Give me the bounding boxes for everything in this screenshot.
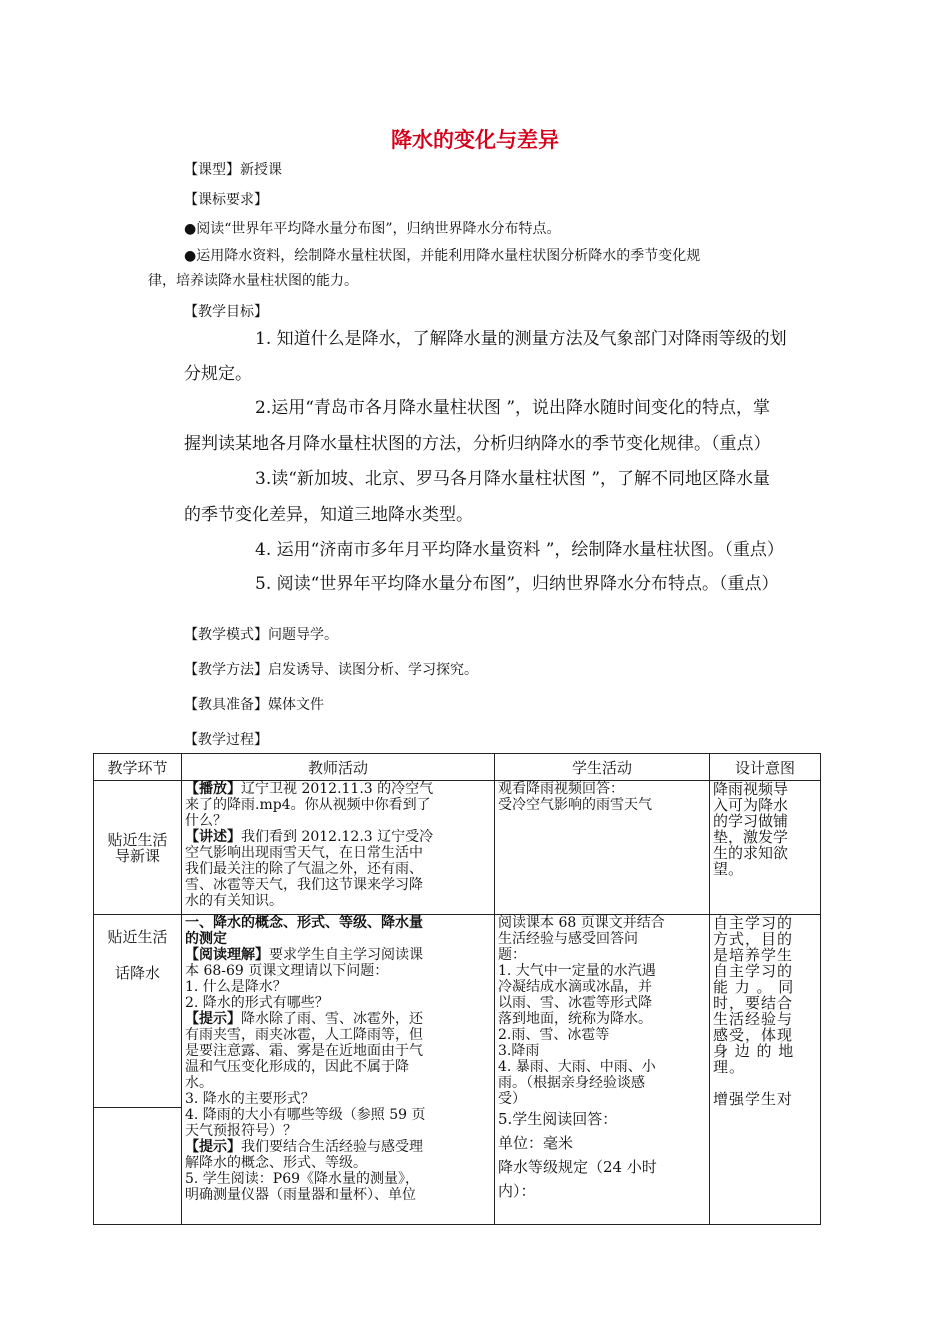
line-text: 是要注意露、霜、雾是在近地面由于气: [185, 1043, 423, 1059]
cell-line: 入可为降水: [713, 796, 789, 814]
page-title: 降水的变化与差异: [391, 128, 559, 152]
line-text: 降水除了雨、雪、冰雹外，还: [241, 1011, 423, 1027]
cell-line: 望。: [713, 860, 744, 878]
cell-line: 自主学习的: [713, 914, 794, 932]
teacher-cell: [182, 781, 495, 915]
line-text: 温和气压变化形成的，因此不属于降: [185, 1059, 409, 1075]
line-text: 什么？: [185, 813, 227, 829]
line-text: 我们最关注的除了气温之外，还有雨、: [185, 861, 423, 877]
cell-line: 落到地面，统称为降水。: [498, 1011, 652, 1027]
table-header: 设计意图: [710, 754, 821, 781]
cell-line: 受冷空气影响的雨雪天气: [498, 797, 652, 813]
cell-line: 观看降雨视频回答：: [498, 781, 624, 797]
cell-line: 冷凝结成水滴或冰晶，并: [498, 979, 652, 995]
keyword-label: 【提示】: [185, 1011, 241, 1027]
cell-line: [185, 813, 491, 829]
goal-line: 4. 运用“济南市多年月平均降水量资料 ”，绘制降水量柱状图。（重点）: [255, 540, 784, 560]
table-header: 教学环节: [94, 754, 182, 781]
intent-cell: [710, 781, 821, 915]
line-text: 我们要结合生活经验与感受理: [241, 1139, 423, 1155]
cell-line: 是培养学生: [713, 946, 794, 964]
cell-line: [185, 1027, 491, 1043]
table-header-row: [94, 754, 821, 781]
stage-text: 话降水: [114, 964, 160, 982]
cell-line: [185, 1139, 491, 1155]
line-text: 3. 降水的主要形式？: [185, 1091, 315, 1107]
cell-line: 自主学习的: [713, 962, 794, 980]
table-row: [94, 781, 821, 915]
cell-line: 生的求知欲: [713, 844, 789, 862]
cell-line: [185, 781, 491, 797]
standard-item-1: ●阅读“世界年平均降水量分布图”，归纳世界降水分布特点。: [184, 221, 561, 237]
cell-line: 降水等级规定（24 小时: [498, 1158, 657, 1176]
line-text: 空气影响出现雨雪天气，在日常生活中: [185, 845, 423, 861]
cell-line: 的学习做铺: [713, 812, 789, 830]
line-text: 5. 学生阅读：P69《降水量的测量》，: [185, 1171, 420, 1187]
cell-line: 垫，激发学: [713, 828, 789, 846]
cell-line: [185, 1123, 491, 1139]
stage-text: 贴近生活: [107, 928, 168, 946]
cell-line: 增强学生对: [713, 1090, 794, 1108]
cell-line: 以雨、雪、冰雹等形式降: [498, 995, 652, 1011]
process-heading: 【教学过程】: [184, 732, 268, 748]
student-cell: [495, 915, 710, 1225]
table-header: 教师活动: [182, 754, 495, 781]
cell-line: [185, 995, 491, 1011]
cell-line: [185, 1043, 491, 1059]
stage-text: 贴近生活导新课: [107, 830, 168, 865]
cell-line: 生活经验与感受回答问: [498, 931, 638, 947]
goal-line: 2.运用“青岛市各月降水量柱状图 ”，说出降水随时间变化的特点，掌: [255, 398, 771, 418]
cell-line: 感受，体现: [713, 1026, 794, 1044]
stage-cell: [94, 781, 182, 915]
goals-heading: 【教学目标】: [184, 304, 268, 320]
teacher-cell: [182, 915, 495, 1225]
goal-line: 3.读“新加坡、北京、罗马各月降水量柱状图 ”，了解不同地区降水量: [255, 469, 771, 489]
cell-line: 单位：毫米: [498, 1134, 574, 1152]
cell-line: 身 边 的 地: [713, 1042, 795, 1060]
line-text: 辽宁卫视 2012.11.3 的冷空气: [241, 781, 434, 797]
intent-cell: [710, 915, 821, 1225]
cell-line: [185, 1171, 491, 1187]
cell-line: 降雨视频导: [713, 780, 789, 798]
keyword-label: 【讲述】: [185, 829, 241, 845]
keyword-label: 【提示】: [185, 1139, 241, 1155]
cell-line: 雨。（根据亲身经验谈感: [498, 1075, 645, 1091]
line-text: 解降水的概念、形式、等级。: [185, 1155, 367, 1171]
cell-line: [713, 1075, 817, 1091]
goal-line: 握判读某地各月降水量柱状图的方法，分析归纳降水的季节变化规律。（重点）: [184, 434, 771, 454]
cell-line: [185, 947, 491, 963]
goal-line: 的季节变化差异，知道三地降水类型。: [184, 505, 473, 525]
cell-line: 理。: [713, 1058, 746, 1076]
student-cell: [495, 781, 710, 915]
cell-line: [185, 1059, 491, 1075]
line-text: 我们看到 2012.12.3 辽宁受冷: [241, 829, 434, 845]
cell-line: [185, 979, 491, 995]
cell-line: [185, 963, 491, 979]
table-row: [94, 915, 821, 1225]
cell-line: 阅读课本 68 页课文并结合: [498, 915, 665, 931]
cell-line: [185, 845, 491, 861]
cell-line: [185, 931, 491, 947]
line-text: 明确测量仪器（雨量器和量杯）、单位: [185, 1187, 416, 1203]
keyword-label: 一、降水的概念、形式、等级、降水量: [185, 915, 423, 931]
line-text: 本 68-69 页课文理请以下问题：: [185, 963, 389, 979]
cell-line: 题：: [498, 947, 526, 963]
course-type: 【课型】新授课: [184, 162, 282, 178]
cell-line: [185, 1091, 491, 1107]
cell-line: 生活经验与: [713, 1010, 794, 1028]
cell-line: [185, 1107, 491, 1123]
line-text: 水的有关知识。: [185, 893, 283, 909]
process-table: [93, 753, 821, 1225]
goal-line: 5. 阅读“世界年平均降水量分布图”，归纳世界降水分布特点。（重点）: [255, 574, 779, 594]
table-header: 学生活动: [495, 754, 710, 781]
teaching-method: 【教学方法】启发诱导、读图分析、学习探究。: [184, 662, 478, 678]
cell-line: 时，要结合: [713, 994, 794, 1012]
cell-line: 方式，目的: [713, 930, 794, 948]
stage-cell: [94, 915, 182, 1225]
cell-line: [185, 893, 491, 909]
cell-line: [185, 829, 491, 845]
cell-line: 4. 暴雨、大雨、中雨、小: [498, 1059, 656, 1075]
cell-line: 2.雨、雪、冰雹等: [498, 1027, 610, 1043]
line-text: 1. 什么是降水？: [185, 979, 287, 995]
line-text: 天气预报符号）？: [185, 1123, 297, 1139]
cell-line: [185, 861, 491, 877]
standard-item-2a: ●运用降水资料，绘制降水量柱状图，并能利用降水量柱状图分析降水的季节变化规: [184, 248, 701, 264]
cell-line: [185, 797, 491, 813]
cell-line: 1. 大气中一定量的水汽遇: [498, 963, 656, 979]
line-text: 4. 降雨的大小有哪些等级（参照 59 页: [185, 1107, 426, 1123]
cell-line: [185, 915, 491, 931]
keyword-label: 【阅读理解】: [185, 947, 269, 963]
goal-line: 分规定。: [184, 364, 252, 384]
standards-heading: 【课标要求】: [184, 192, 268, 208]
line-text: 2. 降水的形式有哪些？: [185, 995, 329, 1011]
line-text: 有雨夹雪，雨夹冰雹，人工降雨等，但: [185, 1027, 423, 1043]
standard-item-2b: 律，培养读降水量柱状图的能力。: [148, 273, 358, 289]
goal-line: 1. 知道什么是降水，了解降水量的测量方法及气象部门对降雨等级的划: [255, 329, 787, 349]
cell-line: [185, 1187, 491, 1203]
keyword-label: 【播放】: [185, 781, 241, 797]
teaching-tools: 【教具准备】媒体文件: [184, 697, 324, 713]
cell-line: 能 力 。 同: [713, 978, 795, 996]
line-text: 来了的降雨.mp4。你从视频中你看到了: [185, 797, 431, 813]
line-text: 水。: [185, 1075, 213, 1091]
teaching-mode: 【教学模式】问题导学。: [184, 627, 338, 643]
cell-line: 3.降雨: [498, 1043, 540, 1059]
cell-line: 内）：: [498, 1182, 536, 1200]
cell-line: [185, 1075, 491, 1091]
cell-line: [185, 1155, 491, 1171]
cell-line: [185, 1011, 491, 1027]
cell-line: 受）: [498, 1091, 526, 1107]
keyword-label: 的测定: [185, 931, 227, 947]
cell-line: [185, 877, 491, 893]
cell-line: 5.学生阅读回答：: [498, 1110, 618, 1128]
line-text: 要求学生自主学习阅读课: [269, 947, 423, 963]
line-text: 雪、冰雹等天气，我们这节课来学习降: [185, 877, 423, 893]
